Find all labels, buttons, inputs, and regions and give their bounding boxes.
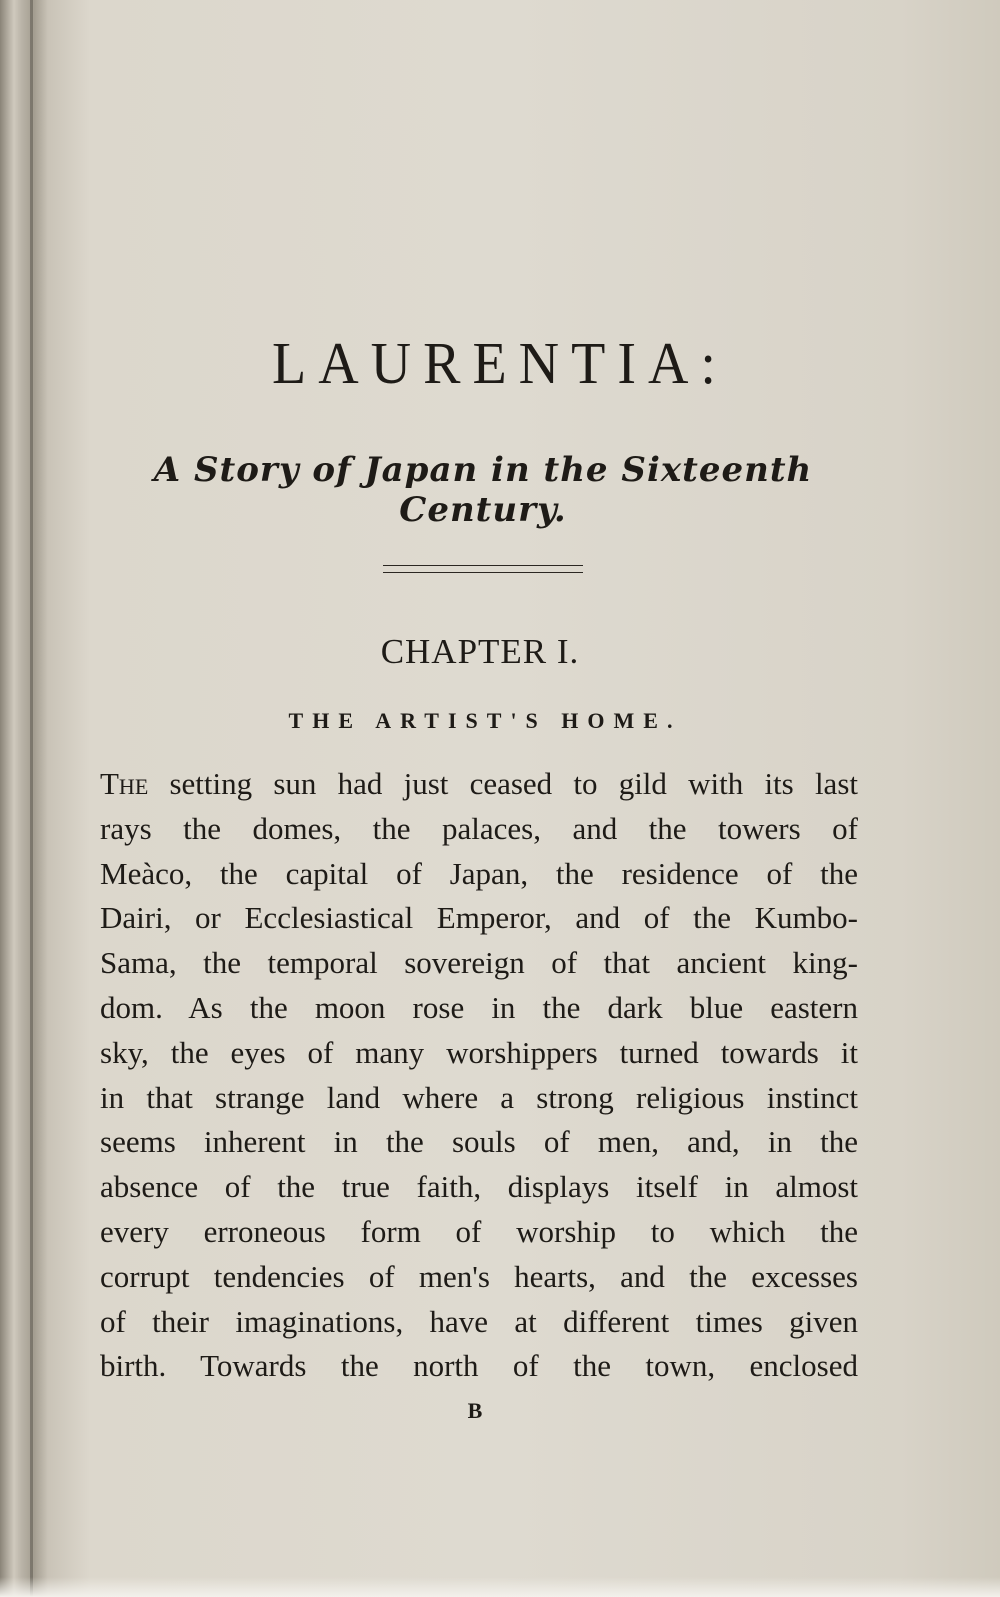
text-line: dom. As the moon rose in the dark blue eastern bbox=[100, 989, 858, 1025]
book-title: LAURENTIA: bbox=[272, 331, 728, 397]
text-line: every erroneous form of worship to which the bbox=[100, 1213, 858, 1249]
text-line: Dairi, or Ecclesiastical Emperor, and of the Kumbo- bbox=[100, 900, 858, 936]
first-word: The bbox=[100, 766, 149, 801]
chapter-title: THE ARTIST'S HOME. bbox=[288, 708, 682, 733]
signature-mark: B bbox=[467, 1398, 483, 1423]
double-rule-divider bbox=[383, 565, 583, 573]
book-subtitle: A Story of Japan in the Sixteenth Century. bbox=[153, 450, 813, 530]
text-line: corrupt tendencies of men's hearts, and the excesses bbox=[100, 1258, 858, 1294]
text-line: Sama, the temporal sovereign of that ancient king- bbox=[100, 945, 858, 981]
text-line: seems inherent in the souls of men, and, in the bbox=[100, 1124, 858, 1160]
text-line: birth. Towards the north of the town, enclosed bbox=[100, 1348, 858, 1384]
text-line: of their imaginations, have at different times given bbox=[100, 1303, 858, 1339]
text-line: in that strange land where a strong religious instinct bbox=[100, 1079, 858, 1115]
page-gutter bbox=[30, 0, 33, 1597]
text-line: sky, the eyes of many worshippers turned towards it bbox=[100, 1034, 858, 1070]
body-text bbox=[100, 762, 858, 1389]
text-line: rays the domes, the palaces, and the towers of bbox=[100, 810, 858, 846]
text-line bbox=[100, 762, 858, 807]
text-line: Meàco, the capital of Japan, the residence of the bbox=[100, 855, 858, 891]
line-text: setting sun had just ceased to gild with its last bbox=[148, 766, 858, 801]
page-bottom-edge bbox=[0, 1577, 1000, 1597]
text-line: absence of the true faith, displays itself in almost bbox=[100, 1169, 858, 1205]
chapter-heading: CHAPTER I. bbox=[380, 632, 580, 671]
